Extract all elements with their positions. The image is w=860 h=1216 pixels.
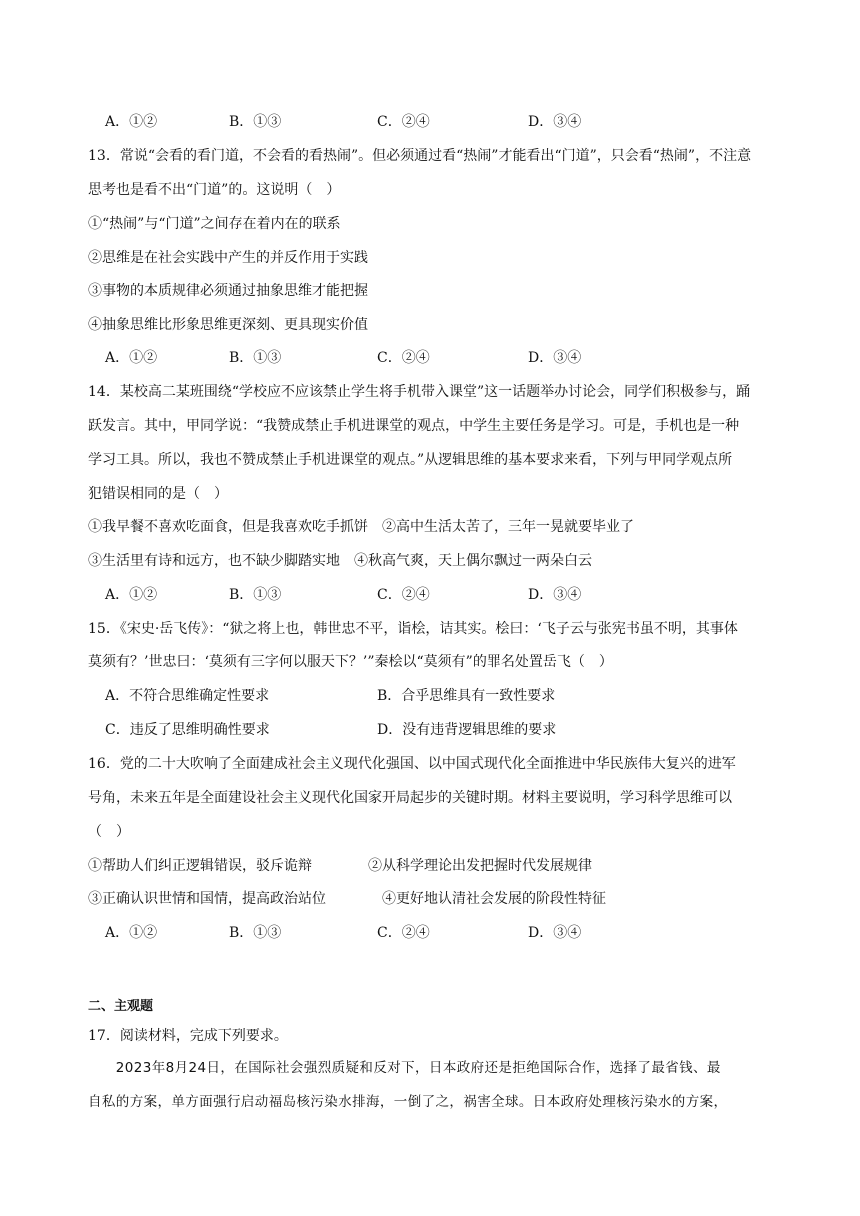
- q13-statement-1: ①“热闹”与“门道”之间存在着内在的联系: [88, 216, 341, 232]
- q15-options-row1: [105, 686, 805, 706]
- q13-stem-line1: 13．常说“会看的看门道，不会看的看热闹”。但必须通过看“热闹”才能看出“门道”，只会看“热闹”，不注意: [88, 148, 752, 164]
- q12-option-a[interactable]: A．①②: [105, 114, 158, 130]
- q14-option-b[interactable]: B．①③: [229, 587, 282, 603]
- q13-statement-2: ②思维是在社会实践中产生的并反作用于实践: [88, 250, 368, 266]
- q16-option-a[interactable]: A．①②: [105, 925, 158, 941]
- q16-option-b[interactable]: B．①③: [229, 925, 282, 941]
- q14-option-a[interactable]: A．①②: [105, 587, 158, 603]
- q14-stem-line4: 犯错误相同的是（ ）: [88, 486, 228, 502]
- q12-option-b[interactable]: B．①③: [229, 114, 282, 130]
- q13-statement-4: ④抽象思维比形象思维更深刻、更具现实价值: [88, 317, 368, 333]
- q16-stem-line1: 16．党的二十大吹响了全面建成社会主义现代化强国、以中国式现代化全面推进中华民族伟大复兴的进军: [88, 756, 736, 772]
- q12-option-c[interactable]: C．②④: [377, 114, 430, 130]
- q14-stem-line2: 跃发言。其中，甲同学说：“我赞成禁止手机进课堂的观点，中学生主要任务是学习。可是，手机也是一种: [88, 418, 740, 434]
- q14-option-d[interactable]: D．③④: [528, 587, 582, 603]
- q14-statements-1-2: ①我早餐不喜欢吃面食，但是我喜欢吃手抓饼 ②高中生活太苦了，三年一晃就要毕业了: [88, 519, 634, 535]
- q12-option-d[interactable]: D．③④: [528, 114, 582, 130]
- q14-options: [105, 585, 805, 605]
- q14-option-c[interactable]: C．②④: [377, 587, 430, 603]
- q16-options: [105, 923, 805, 943]
- q17-material-line2: 自私的方案，单方面强行启动福岛核污染水排海，一倒了之，祸害全球。日本政府处理核污染水的方案，: [88, 1094, 728, 1110]
- q13-option-b[interactable]: B．①③: [229, 350, 282, 366]
- q14-stem-line3: 学习工具。所以，我也不赞成禁止手机进课堂的观点。”从逻辑思维的基本要求来看，下列与甲同学观点所: [88, 452, 733, 468]
- q13-option-a[interactable]: A．①②: [105, 350, 158, 366]
- q13-stem-line2: 思考也是看不出“门道”的。这说明（ ）: [88, 182, 341, 198]
- q15-options-row2: [105, 720, 805, 740]
- q13-options: [105, 348, 805, 368]
- q15-option-a[interactable]: A．不符合思维确定性要求: [105, 688, 270, 704]
- q13-option-d[interactable]: D．③④: [528, 350, 582, 366]
- q16-statements-3-4: ③正确认识世情和国情，提高政治站位 ④更好地认清社会发展的阶段性特征: [88, 891, 606, 907]
- q14-statements-3-4: ③生活里有诗和远方，也不缺少脚踏实地 ④秋高气爽，天上偶尔飘过一两朵白云: [88, 553, 592, 569]
- q17-stem: 17．阅读材料，完成下列要求。: [88, 1028, 288, 1044]
- q16-statements-1-2: ①帮助人们纠正逻辑错误，驳斥诡辩 ②从科学理论出发把握时代发展规律: [88, 858, 592, 874]
- q16-stem-line3: （ ）: [88, 824, 130, 840]
- q13-option-c[interactable]: C．②④: [377, 350, 430, 366]
- q14-stem-line1: 14．某校高二某班围绕“学校应不应该禁止学生将手机带入课堂”这一话题举办讨论会，同学们积极参与，踊: [88, 384, 751, 400]
- q15-option-c[interactable]: C．违反了思维明确性要求: [105, 722, 270, 738]
- section-heading: 二、主观题: [88, 999, 154, 1014]
- q17-material-line1: 2023年8月24日，在国际社会强烈质疑和反对下，日本政府还是拒绝国际合作，选择了最省钱、最: [88, 1060, 721, 1076]
- q16-stem-line2: 号角，未来五年是全面建设社会主义现代化国家开局起步的关键时期。材料主要说明，学习科学思维可以: [88, 790, 732, 806]
- q16-option-c[interactable]: C．②④: [377, 925, 430, 941]
- q16-option-d[interactable]: D．③④: [528, 925, 582, 941]
- q15-stem-line1: 15．《宋史·岳飞传》：“狱之将上也，韩世忠不平，诣桧，诘其实。桧曰：‘飞子云与张宪书虽不明，其事体: [88, 621, 738, 637]
- q15-option-b[interactable]: B．合乎思维具有一致性要求: [377, 688, 556, 704]
- q15-stem-line2: 莫须有？’世忠曰：‘莫须有三字何以服天下？’”秦桧以“莫须有”的罪名处置岳飞（ ）: [88, 654, 613, 670]
- q12-options: [105, 112, 805, 132]
- q13-statement-3: ③事物的本质规律必须通过抽象思维才能把握: [88, 283, 368, 299]
- q15-option-d[interactable]: D．没有违背逻辑思维的要求: [377, 722, 557, 738]
